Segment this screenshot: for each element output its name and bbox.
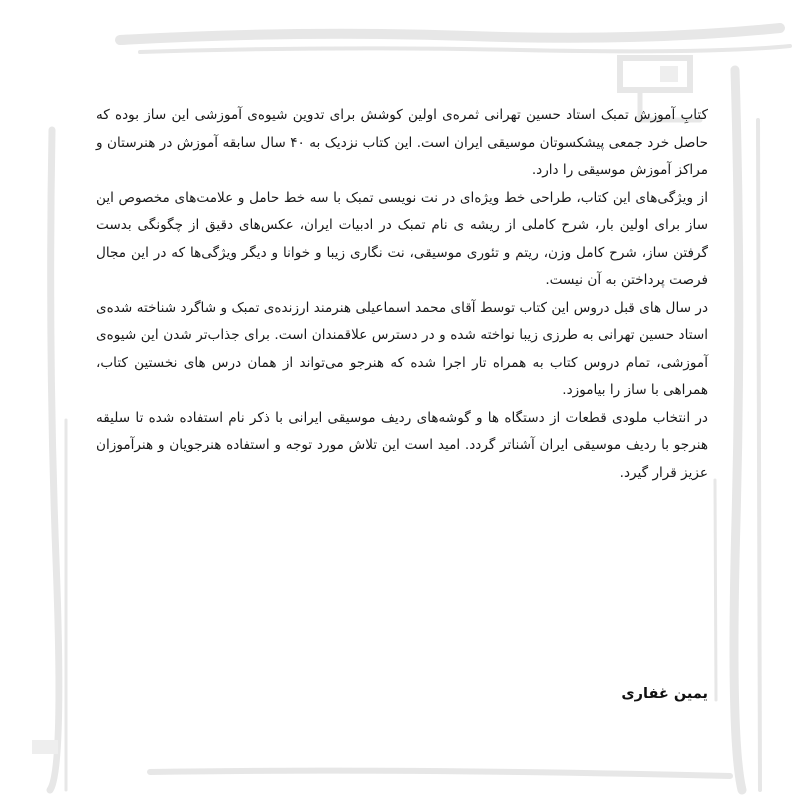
body-text	[96, 102, 708, 487]
paragraph-2: از ویژگی‌های این کتاب، طراحی خط ویژه‌ای در نت نویسی تمبک با سه خط حامل و علامت‌های مخصوص این ساز برای اولین بار، شرح کاملی از ریشه ی نام تمبک در ادبیات ایران، عکس‌های دقیق از چگونگی بدست گرفتن ساز، شرح کامل وزن، ریتم و تئوری موسیقی، نت نگاری زیبا و خوانا و دیگر ویژگی‌ها که در این مجال فرصت پرداختن به آن نیست.	[96, 189, 708, 288]
paragraph-3: در سال های قبل دروس این کتاب توسط آقای محمد اسماعیلی هنرمند ارزنده‌ی تمبک و شاگرد شناخته شده‌ی استاد حسین تهرانی به طرزی زیبا نواخته شده و در دسترس علاقمندان است. برای جذاب‌تر شدن این شیوه‌ی آموزشی، تمام دروس کتاب به همراه تار اجرا شده که هنرجو می‌تواند از همان درس های نخستین کتاب، همراهی با ساز را بیاموزد.	[96, 299, 708, 398]
paragraph-1: کتابِ آموزش تمبک استاد حسین تهرانی ثمره‌ی اولین کوشش برای تدوین شیوه‌ی آموزشی این ساز بوده که حاصل خرد جمعی پیشکسوتان موسیقی ایران است. این کتاب نزدیک به ۴۰ سال سابقه آموزش در هنرستان و مراکز آموزش موسیقی را دارد.	[96, 107, 708, 178]
author-signature: یمین غفاری	[621, 686, 708, 702]
paragraph-4: در انتخاب ملودی قطعات از دستگاه ها و گوشه‌های ردیف موسیقی ایرانی با ذکر نام استفاده شده تا سلیقه هنرجو با ردیف موسیقی ایران آشناتر گردد. امید است این تلاش مورد توجه و استفاده هنرجویان و هنرآموزان عزیز قرار گیرد.	[96, 409, 708, 481]
